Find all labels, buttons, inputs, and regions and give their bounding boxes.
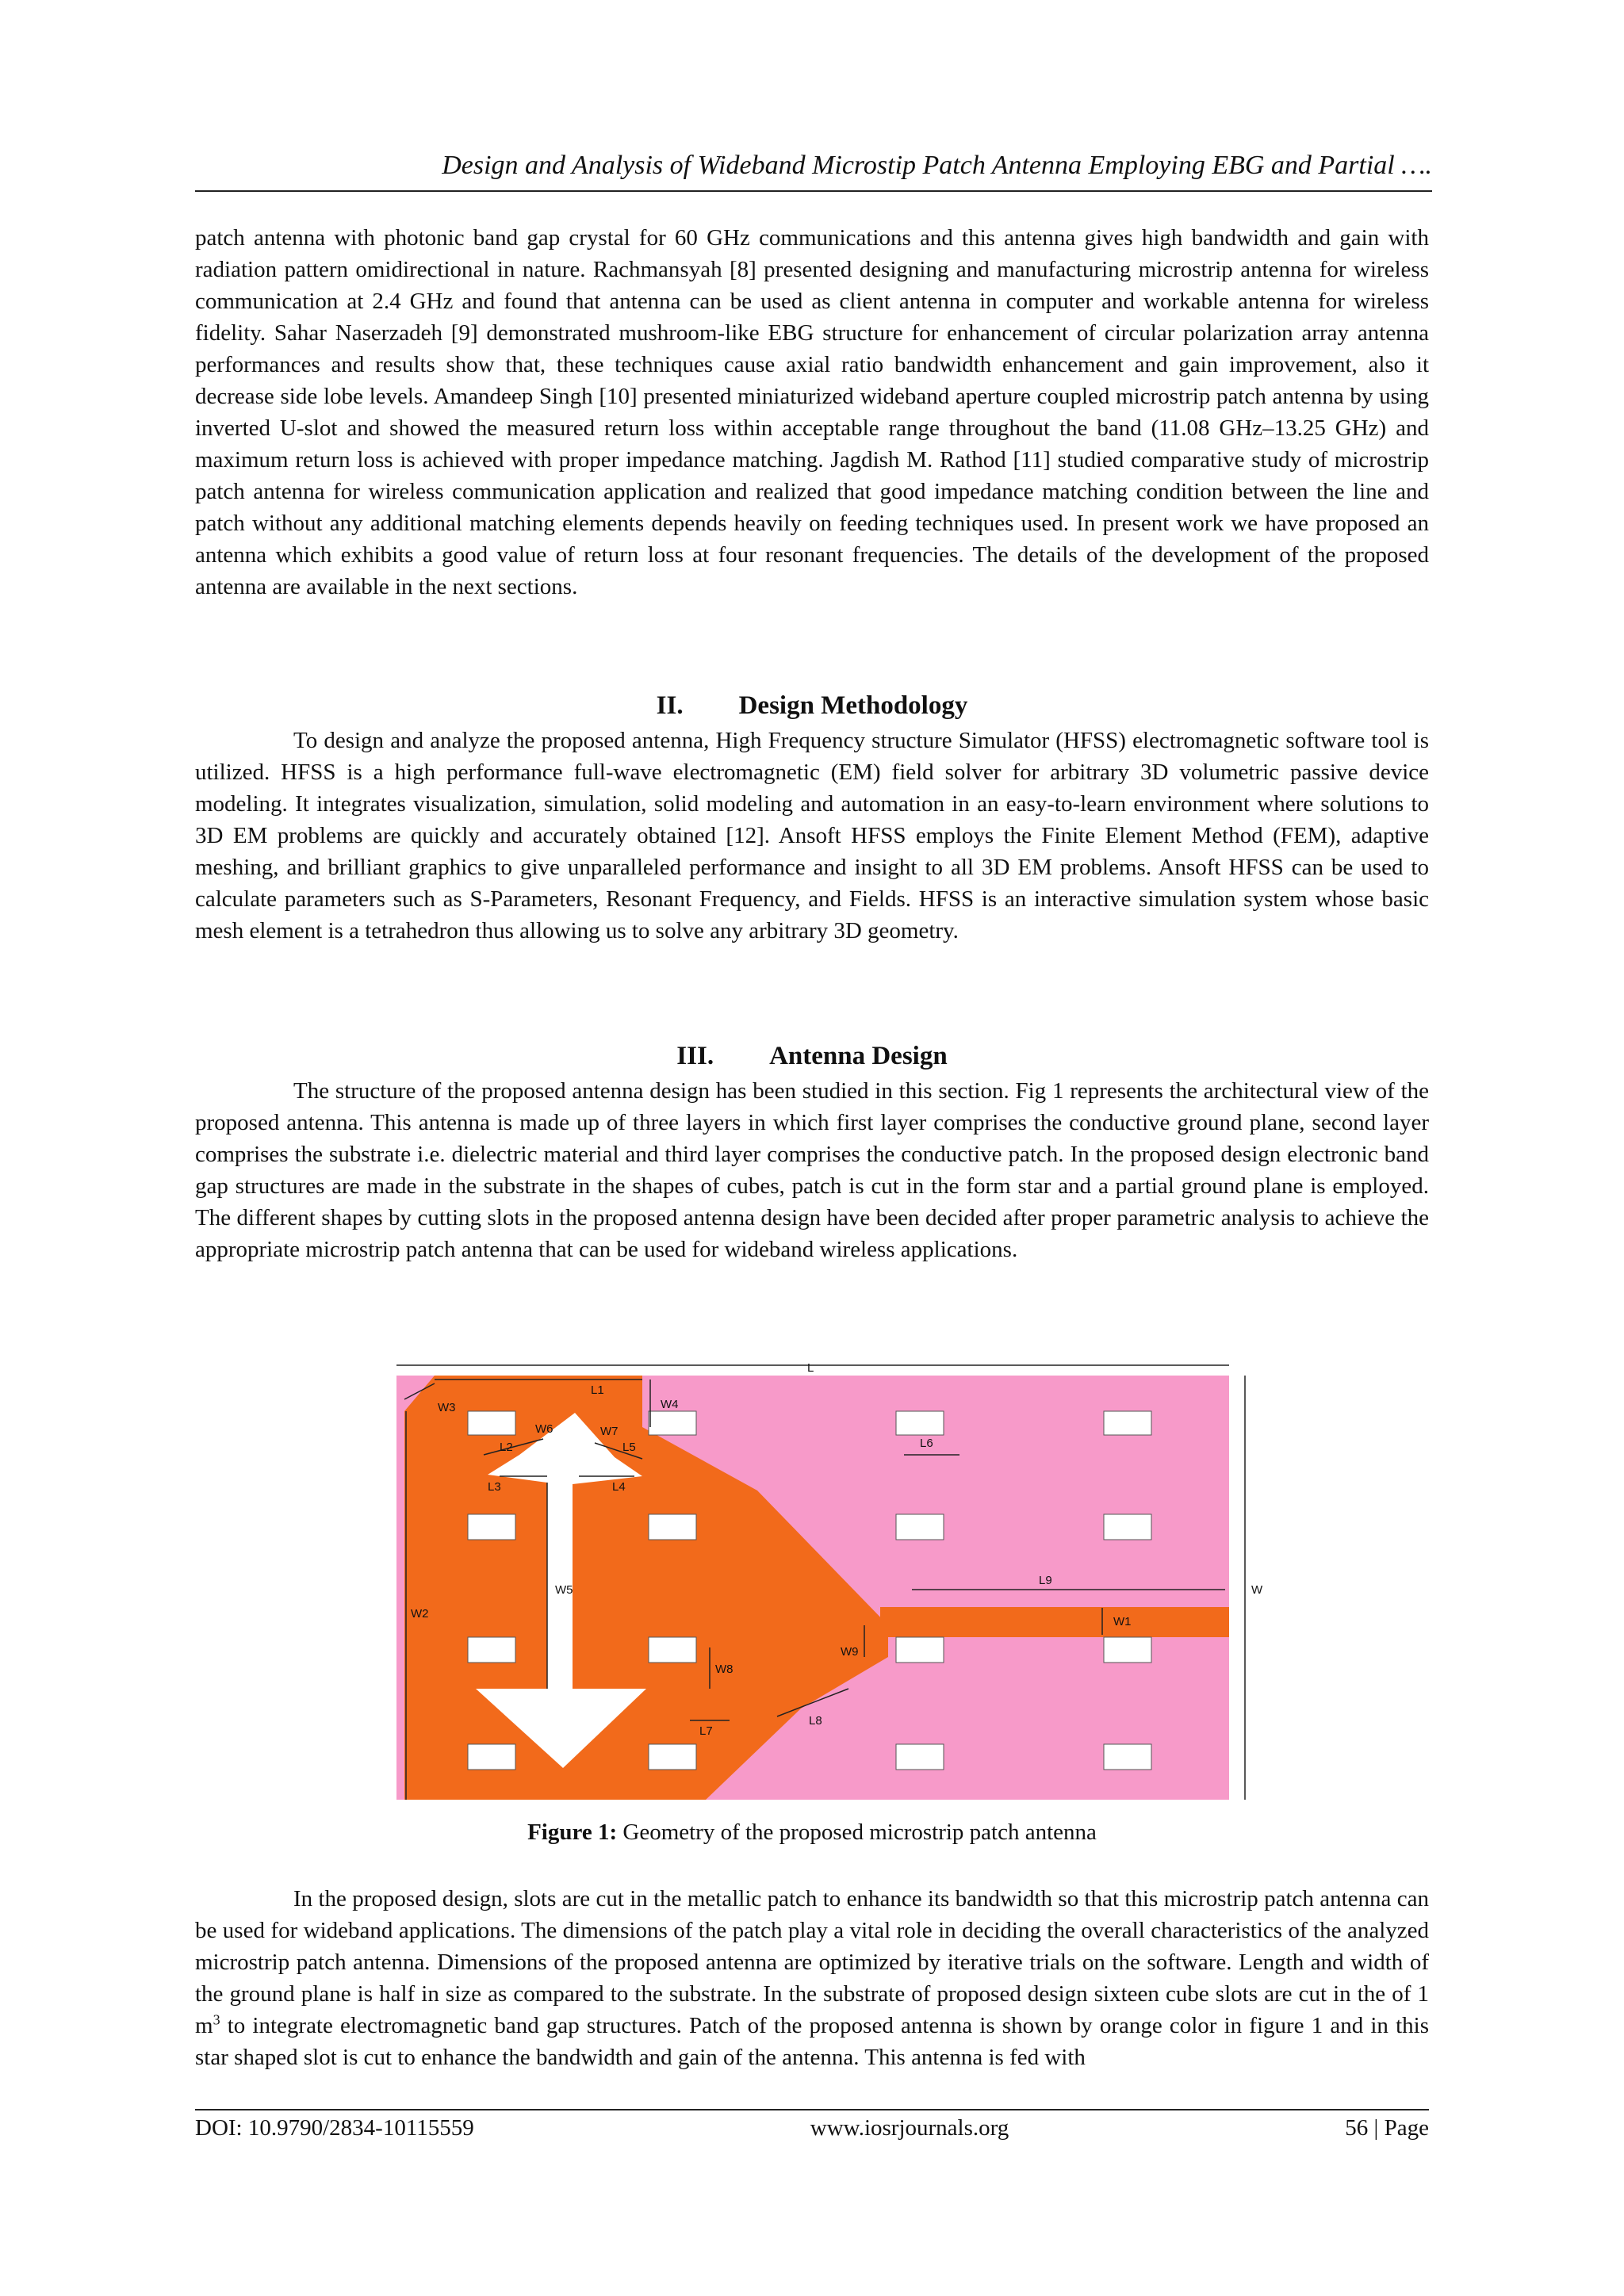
- dim-label-W: W: [1251, 1583, 1263, 1597]
- ebg-slot: [468, 1514, 515, 1540]
- section-3-number: III.: [676, 1042, 714, 1070]
- dim-label-W5: W5: [555, 1583, 573, 1597]
- ebg-slot: [896, 1637, 944, 1663]
- dim-label-L2: L2: [500, 1441, 513, 1454]
- section-2-paragraph: To design and analyze the proposed antenna, High Frequency structure Simulator (HFSS) electromagnetic software tool is utilized. HFSS is a high performance full-wave electromagnetic (EM) field solver for arbitrary 3D volumetric passive device modeling. It integrates visualization, simulation, solid modeling and automation in an easy-to-learn environment where solutions to 3D EM problems are quickly and accurately obtained [12]. Ansoft HFSS employs the Finite Element Method (FEM), adaptive meshing, and brilliant graphics to give unparalleled performance and insight to all 3D EM problems. Ansoft HFSS can be used to calculate parameters such as S-Parameters, Resonant Frequency, and Fields. HFSS is an interactive simulation system whose basic mesh element is a tetrahedron thus allowing us to solve any arbitrary 3D geometry.: [195, 728, 1429, 943]
- running-header: [195, 151, 1432, 192]
- figure-1: [389, 1356, 1261, 1812]
- ebg-slot: [649, 1411, 696, 1435]
- ebg-slot: [1104, 1637, 1151, 1663]
- dim-label-L8: L8: [809, 1714, 822, 1728]
- dim-label-L1: L1: [591, 1383, 604, 1397]
- footer-page-number: 56 | Page: [1345, 2115, 1429, 2141]
- intro-paragraph-block: [195, 222, 1429, 603]
- figure-caption-label: Figure 1:: [527, 1820, 618, 1845]
- header-title: Design and Analysis of Wideband Microstip Patch Antenna Employing EBG and Partial ….: [442, 151, 1432, 180]
- superscript-3: 3: [213, 2011, 220, 2028]
- section-2-number: II.: [656, 691, 684, 720]
- ebg-slot: [1104, 1744, 1151, 1770]
- ebg-slot: [649, 1514, 696, 1540]
- section-3-paragraph: The structure of the proposed antenna design has been studied in this section. Fig 1 represents the architectural view of the proposed antenna. This antenna is made up of three layers in which first layer comprises the conductive ground plane, second layer comprises the substrate i.e. dielectric material and third layer comprises the conductive patch. In the proposed design electronic band gap structures are made in the substrate in the shapes of cubes, patch is cut in the form star and a partial ground plane is employed. The different shapes by cutting slots in the proposed antenna design have been decided after proper parametric analysis to achieve the appropriate microstrip patch antenna that can be used for wideband wireless applications.: [195, 1078, 1429, 1262]
- dim-label-W8: W8: [715, 1663, 733, 1676]
- dim-label-W4: W4: [661, 1398, 679, 1411]
- ebg-slot: [896, 1514, 944, 1540]
- ebg-slot: [468, 1637, 515, 1663]
- section-3-heading: [195, 1042, 1429, 1071]
- footer-doi: DOI: 10.9790/2834-10115559: [195, 2115, 474, 2141]
- feed-line: [880, 1607, 1229, 1637]
- ebg-slot: [1104, 1411, 1151, 1435]
- closing-paragraph: [195, 1883, 1429, 2073]
- dim-label-L9: L9: [1039, 1574, 1052, 1587]
- intro-paragraph: patch antenna with photonic band gap crystal for 60 GHz communications and this antenna gives high bandwidth and gain with radiation pattern omidirectional in nature. Rachmansyah [8] presented designing and manufacturing microstrip antenna for wireless communication at 2.4 GHz and found that antenna can be used as client antenna in computer and workable antenna for wireless fidelity. Sahar Naserzadeh [9] demonstrated mushroom-like EBG structure for enhancement of circular polarization array antenna performances and results show that, these techniques cause axial ratio bandwidth enhancement and gain improvement, also it decrease side lobe levels. Amandeep Singh [10] presented miniaturized wideband aperture coupled microstrip patch antenna by using inverted U-slot and showed the measured return loss within acceptable range throughout the band (11.08 GHz–13.25 GHz) and maximum return loss is achieved with proper impedance matching. Jagdish M. Rathod [11] studied comparative study of microstrip patch antenna for wireless communication application and realized that good impedance matching condition between the line and patch without any additional matching elements depends heavily on feeding techniques used. In present work we have proposed an antenna which exhibits a good value of return loss at four resonant frequencies. The details of the development of the proposed antenna are available in the next sections.: [195, 225, 1429, 599]
- ebg-slot: [1104, 1514, 1151, 1540]
- section-3-body: [195, 1075, 1429, 1265]
- dim-label-L7: L7: [699, 1724, 713, 1738]
- footer-website: www.iosrjournals.org: [810, 2115, 1009, 2141]
- closing-paragraph-block: [195, 1883, 1429, 2073]
- dim-label-W2: W2: [411, 1607, 429, 1621]
- page-footer: [195, 2109, 1429, 2141]
- ebg-slot: [896, 1411, 944, 1435]
- dim-label-W6: W6: [535, 1422, 553, 1436]
- closing-text-start: In the proposed design, slots are cut in the metallic patch to enhance its bandwidth so that this microstrip patch antenna can be used for wideband applications. The dimensions of the patch play a vital role in deciding the overall characteristics of the analyzed microstrip patch antenna. Dimensions of the proposed antenna are optimized by iterative trials on the software. Length and width of the ground plane is half in size as compared to the substrate. In the substrate of proposed design sixteen cube slots are cut in the of 1 m: [195, 1886, 1429, 2038]
- dim-label-W1: W1: [1113, 1615, 1132, 1628]
- dim-label-W3: W3: [438, 1401, 456, 1414]
- dim-label-L3: L3: [488, 1480, 501, 1494]
- ebg-slot: [896, 1744, 944, 1770]
- ebg-slot: [649, 1637, 696, 1663]
- ebg-slot: [468, 1411, 515, 1435]
- section-2-heading: [195, 691, 1429, 721]
- section-3-title: Antenna Design: [769, 1042, 948, 1070]
- dim-label-L5: L5: [622, 1441, 636, 1454]
- section-2-title: Design Methodology: [738, 691, 968, 720]
- figure-caption-text: Geometry of the proposed microstrip patch antenna: [617, 1820, 1097, 1845]
- section-2-body: [195, 725, 1429, 947]
- ebg-slot: [468, 1744, 515, 1770]
- ebg-slot: [649, 1744, 696, 1770]
- dim-label-L6: L6: [920, 1437, 933, 1450]
- antenna-geometry-diagram: [389, 1356, 1261, 1812]
- dim-label-W7: W7: [600, 1425, 619, 1438]
- dim-label-L4: L4: [612, 1480, 626, 1494]
- dim-label-L: L: [807, 1361, 814, 1375]
- figure-1-caption: [195, 1820, 1429, 1846]
- dim-label-W9: W9: [841, 1645, 859, 1659]
- closing-text-end: to integrate electromagnetic band gap structures. Patch of the proposed antenna is shown by orange color in figure 1 and in this star shaped slot is cut to enhance the bandwidth and gain of the antenna. This antenna is fed with: [195, 2013, 1429, 2070]
